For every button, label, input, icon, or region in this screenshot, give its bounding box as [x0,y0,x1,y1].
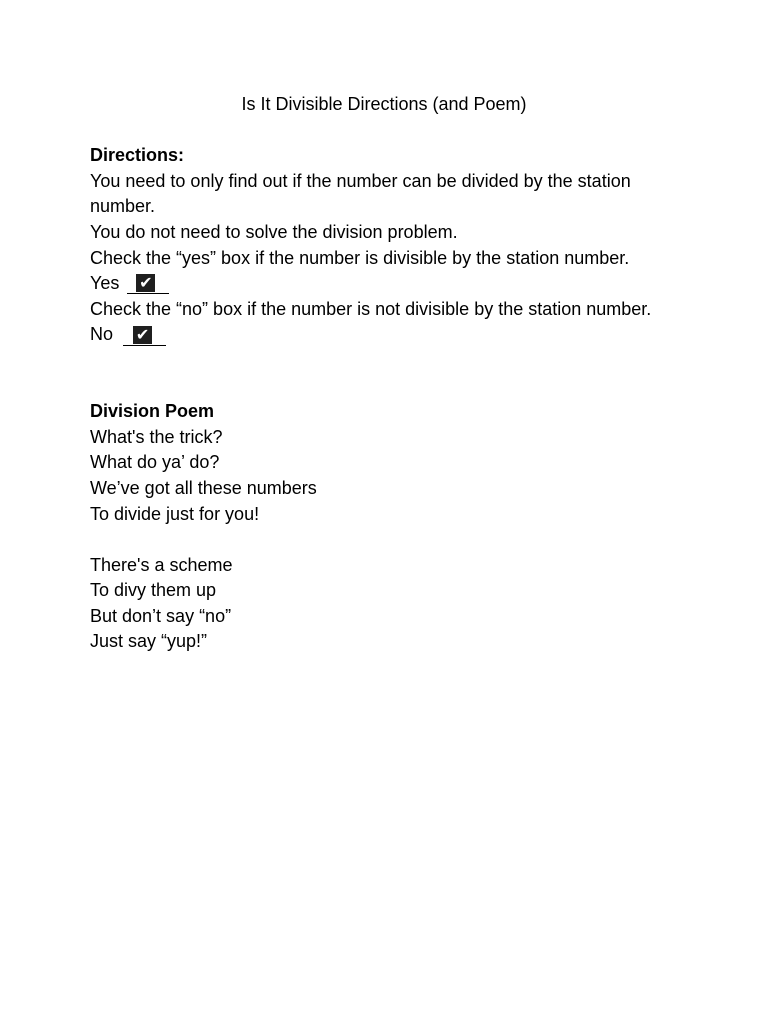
spacer [90,118,708,144]
directions-line-2: You do not need to solve the division problem. [90,221,458,242]
poem-line: What's the trick? [90,426,223,447]
check-icon: ✔ [136,274,155,292]
no-checkbox-row [90,322,708,348]
yes-checkbox-row [90,271,708,297]
page-title [0,92,768,118]
poem-line: There's a scheme [90,554,233,575]
directions-heading: Directions: [90,145,185,166]
yes-blank [127,273,169,294]
directions-line-3: Check the “yes” box if the number is divisible by the station number. [90,247,630,268]
poem-line: What do ya’ do? [90,452,220,473]
no-blank [123,325,166,346]
spacer [90,348,708,374]
spacer [90,527,708,553]
no-label: No [90,324,114,345]
poem-heading: Division Poem [90,401,215,422]
spacer [90,374,708,400]
poem-line: But don’t say “no” [90,605,232,626]
poem-line: We’ve got all these numbers [90,477,317,498]
poem-line: Just say “yup!” [90,631,208,652]
no-instruction: Check the “no” box if the number is not divisible by the station number. [90,298,652,319]
yes-label: Yes [90,273,120,294]
poem-line: To divide just for you! [90,503,260,524]
poem-line: To divy them up [90,580,217,601]
check-icon: ✔ [133,326,152,344]
directions-line-1: You need to only find out if the number can be divided by the station number. [90,170,631,217]
page-title-text: Is It Divisible Directions (and Poem) [241,94,527,114]
